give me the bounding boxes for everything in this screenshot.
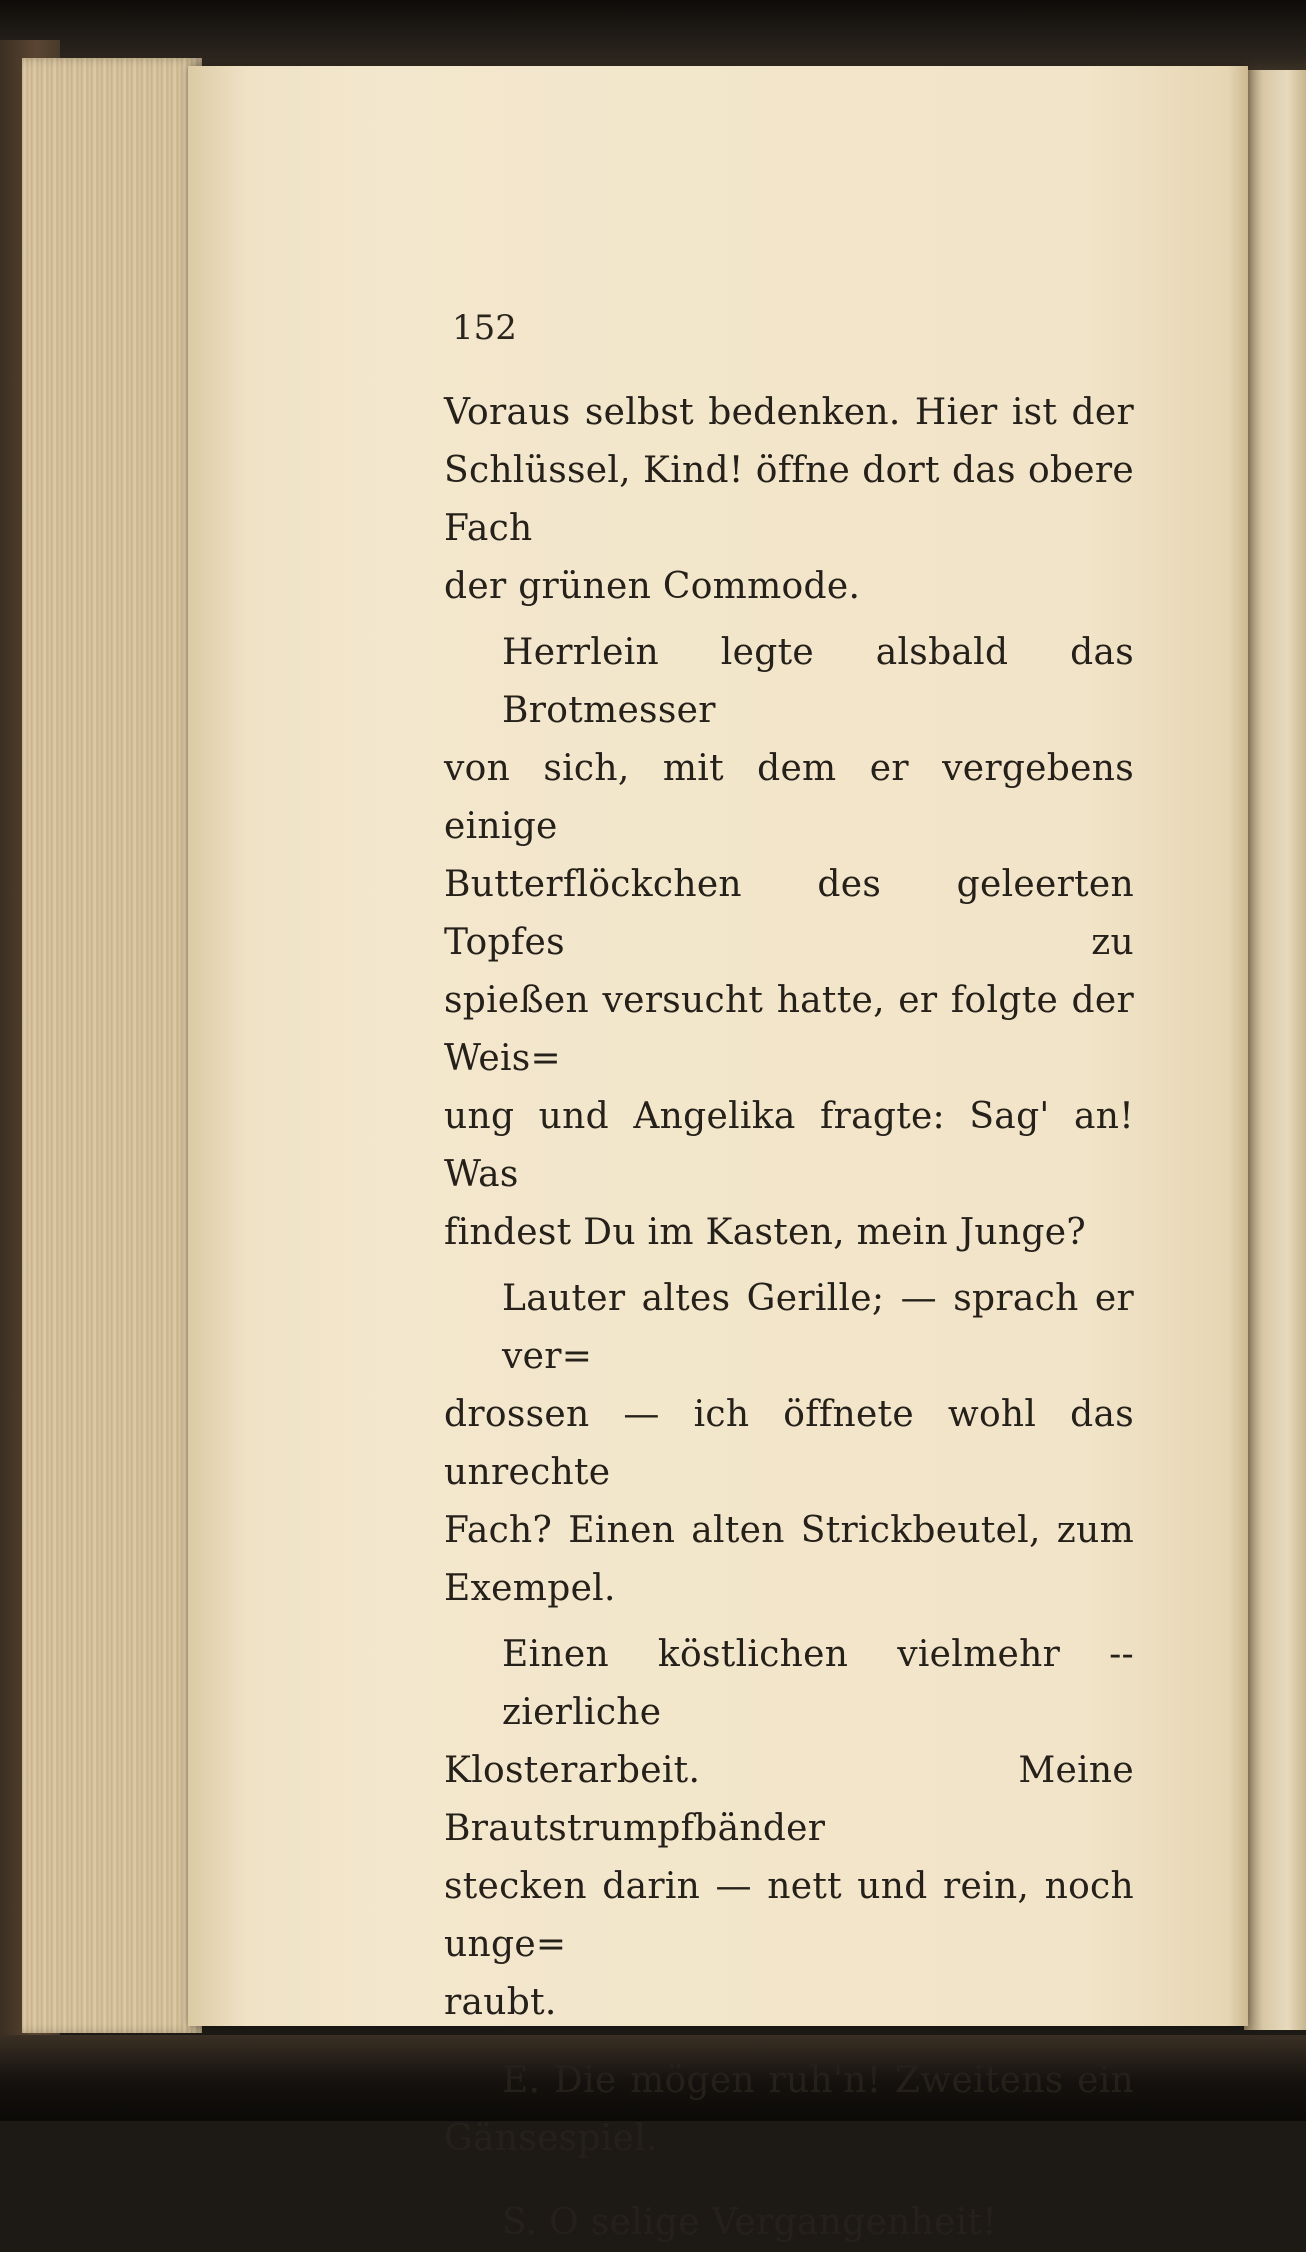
text-line: Gänsespiel. <box>444 2118 658 2159</box>
text-line: von sich, mit dem er vergebens einige <box>444 748 1134 847</box>
paragraph-6 <box>444 2194 1134 2252</box>
text-line: Herrlein legte alsbald das Brotmesser <box>502 632 1134 731</box>
text-line: findest Du im Kasten, mein Junge? <box>444 1212 1086 1253</box>
text-line: spießen versucht hatte, er folgte der Weis= <box>444 980 1134 1079</box>
text-line: Butterflöckchen des geleerten Topfes zu <box>444 864 1134 963</box>
text-line: drossen — ich öffnete wohl das unrechte <box>444 1394 1134 1493</box>
paragraph-4 <box>444 1626 1134 2032</box>
text-line: Voraus selbst bedenken. Hier ist der <box>444 392 1134 433</box>
text-line: Klosterarbeit. Meine Brautstrumpfbänder <box>444 1750 1134 1849</box>
paragraph-5 <box>444 2052 1134 2168</box>
text-line: Schlüssel, Kind! öffne dort das obere Fach <box>444 450 1134 549</box>
text-line: raubt. <box>444 1982 557 2023</box>
text-line: ung und Angelika fragte: Sag' an! Was <box>444 1096 1134 1195</box>
paragraph-3 <box>444 1270 1134 1618</box>
page-number: 152 <box>452 308 517 348</box>
page-edges <box>22 58 202 2033</box>
text-line: Exempel. <box>444 1568 616 1609</box>
text-line: Lauter altes Gerille; — sprach er ver= <box>502 1278 1134 1377</box>
text-line: Fach? Einen alten Strickbeutel, zum <box>444 1510 1134 1551</box>
facing-page-edge <box>1244 70 1306 2030</box>
text-line: der grünen Commode. <box>444 566 861 607</box>
paragraph-1 <box>444 384 1134 616</box>
text-line: Einen köstlichen vielmehr -- zierliche <box>502 1634 1134 1733</box>
page-body-text <box>444 384 1134 2252</box>
text-line: S. O selige Vergangenheit! <box>502 2202 997 2243</box>
paragraph-2 <box>444 624 1134 1262</box>
text-line: stecken darin — nett und rein, noch unge= <box>444 1866 1134 1965</box>
text-line: E. Die mögen ruh'n! Zweitens ein <box>502 2060 1134 2101</box>
